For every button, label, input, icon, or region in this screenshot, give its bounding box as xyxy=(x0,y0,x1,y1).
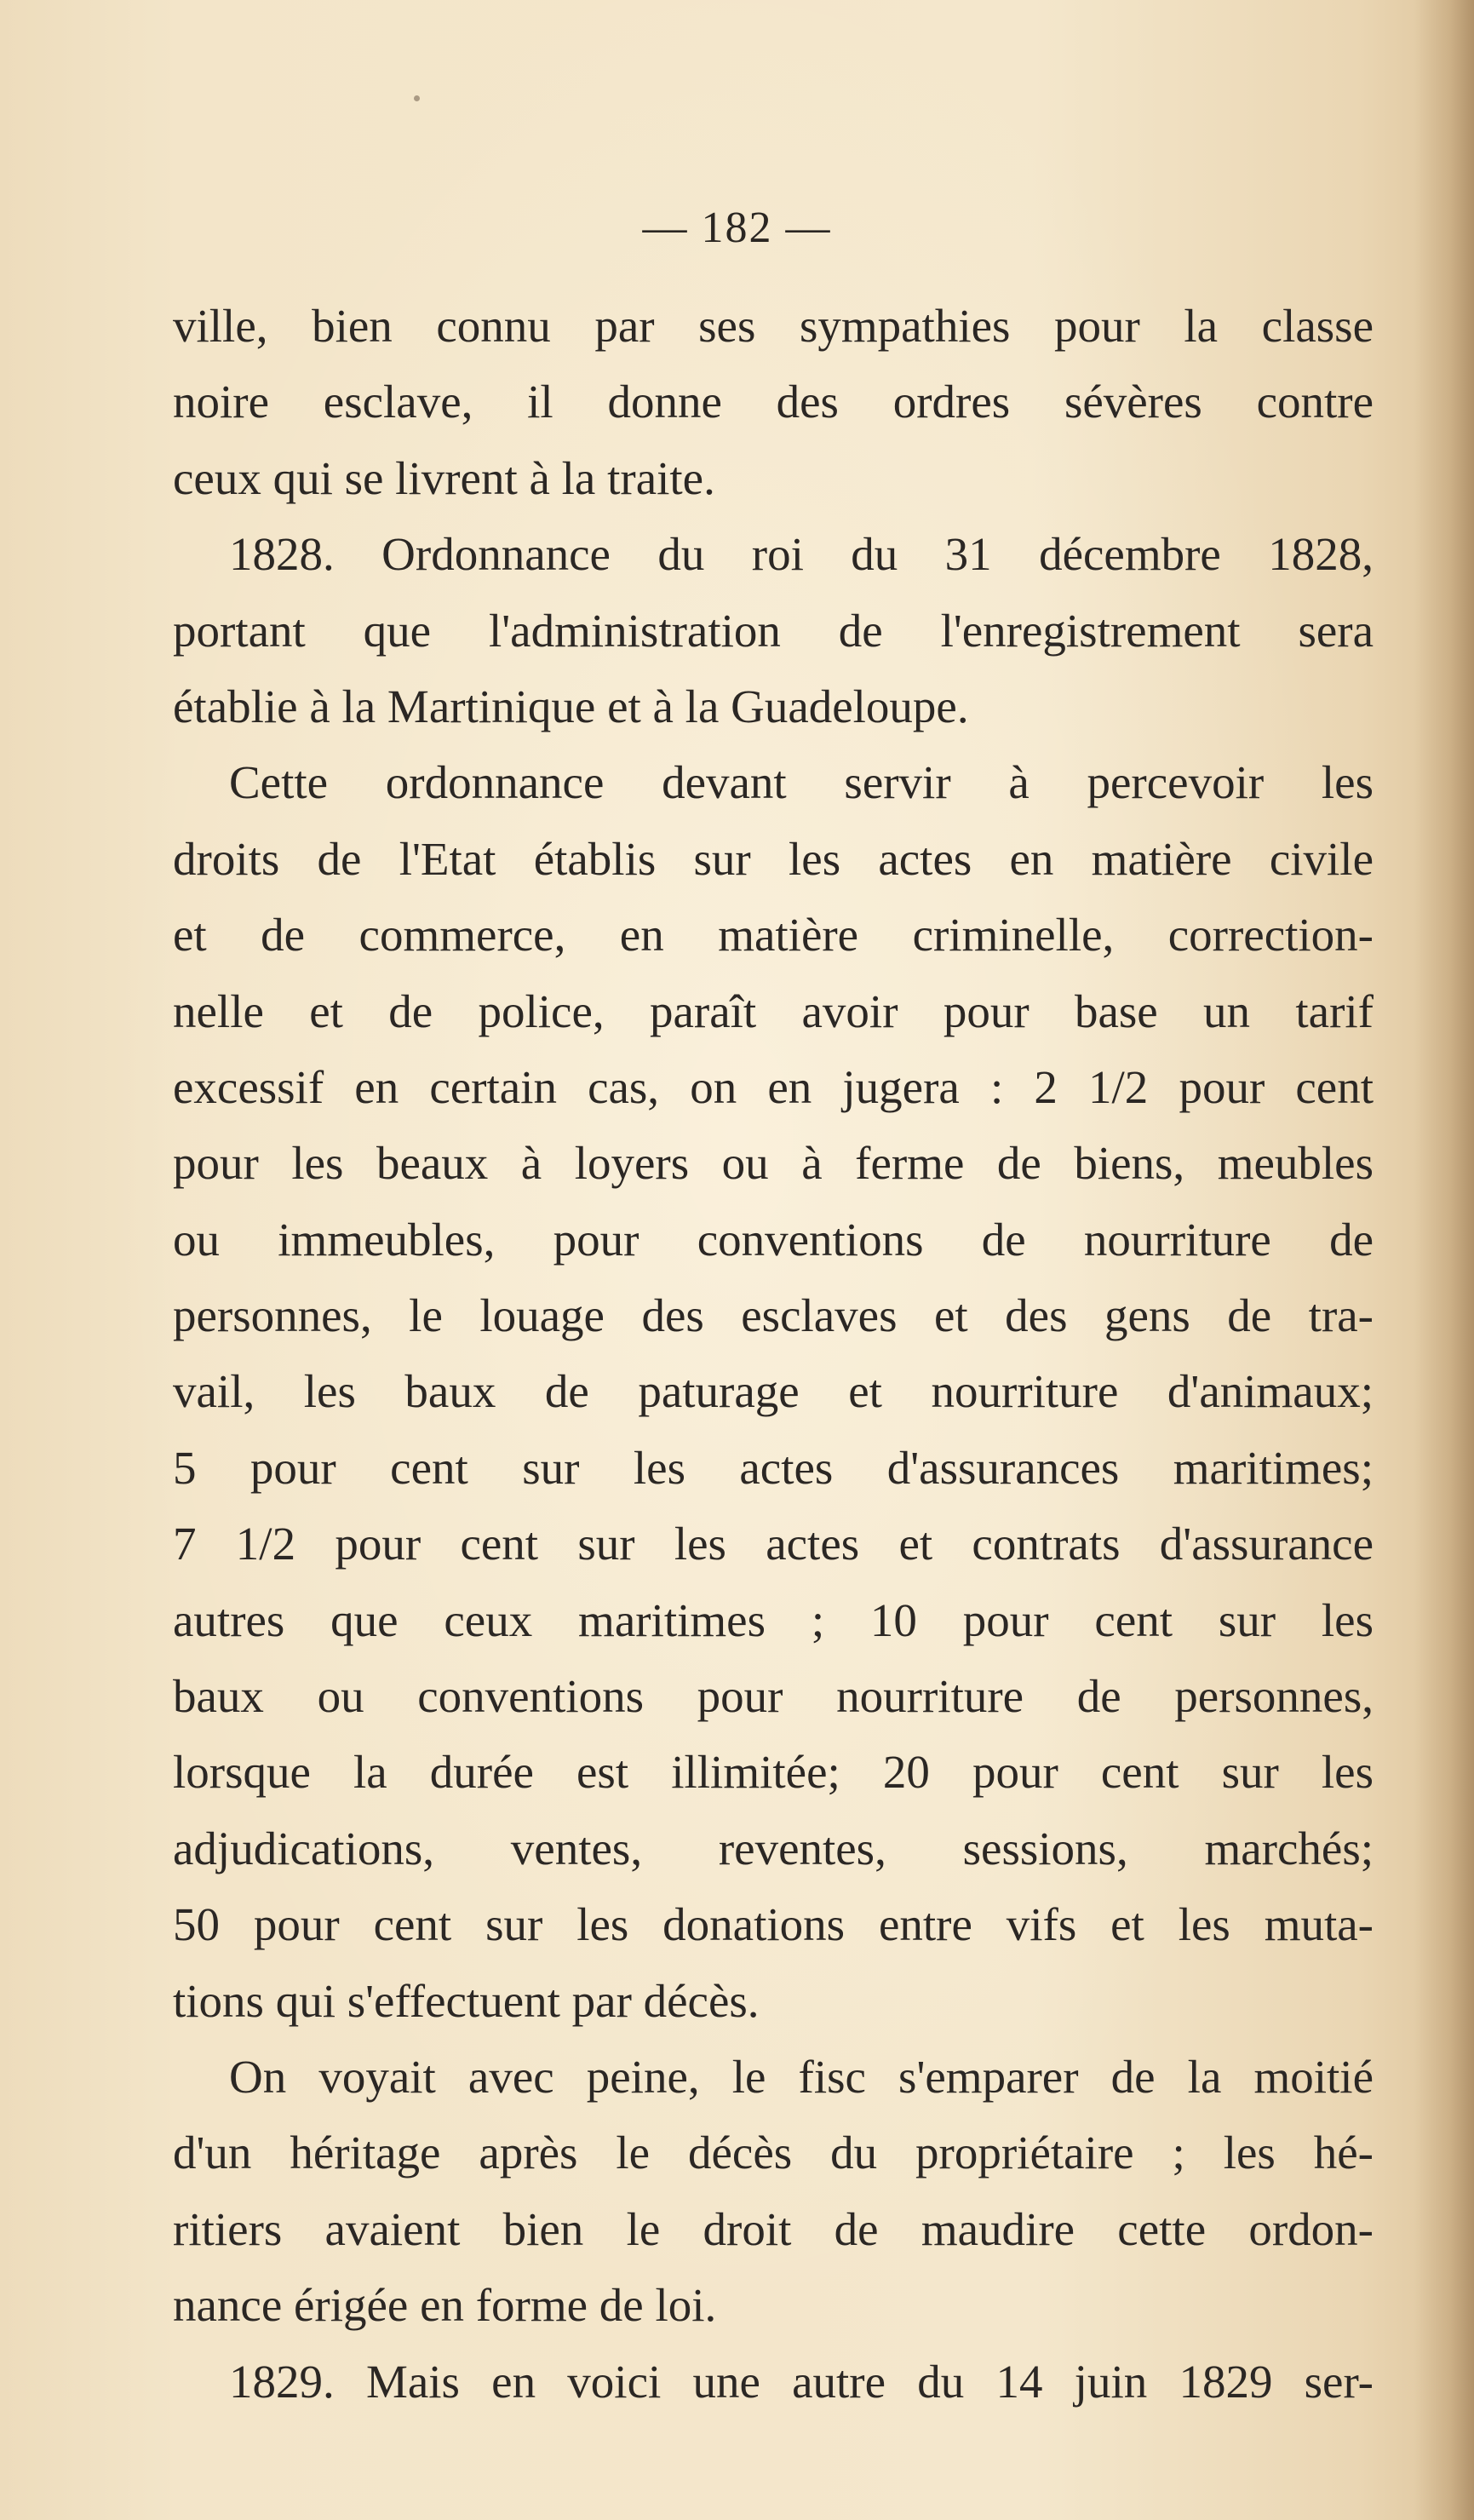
text-line: noire esclave, il donne des ordres sévères contre xyxy=(173,376,1374,428)
text-line: 1828. Ordonnance du roi du 31 décembre 1828, xyxy=(229,528,1374,581)
text-line: lorsque la durée est illimitée; 20 pour cent sur les xyxy=(173,1746,1374,1799)
text-line: nelle et de police, paraît avoir pour base un tarif xyxy=(173,984,1374,1037)
text-line: 50 pour cent sur les donations entre vifs et les muta- xyxy=(173,1898,1374,1951)
text-line: adjudications, ventes, reventes, sessions, marchés; xyxy=(173,1822,1374,1874)
text-line: On voyait avec peine, le fisc s'emparer de la moitié xyxy=(229,2050,1374,2103)
text-line: ou immeubles, pour conventions de nourriture de xyxy=(173,1213,1374,1266)
text-line: nance érigée en forme de loi. xyxy=(173,2279,717,2332)
text-line: personnes, le louage des esclaves et des gens de tra- xyxy=(173,1289,1374,1342)
text-line: et de commerce, en matière criminelle, correction- xyxy=(173,909,1374,962)
text-line: pour les beaux à loyers ou à ferme de biens, meubles xyxy=(173,1137,1374,1190)
text-line: autres que ceux maritimes ; 10 pour cent sur les xyxy=(173,1593,1374,1646)
page-number: — 182 — xyxy=(642,204,832,252)
body-text xyxy=(173,288,1374,2420)
text-line: 1829. Mais en voici une autre du 14 juin 1829 ser- xyxy=(229,2355,1374,2408)
text-line: ville, bien connu par ses sympathies pour la classe xyxy=(173,300,1374,352)
text-line: tions qui s'effectuent par décès. xyxy=(173,1974,760,2027)
paper-speck xyxy=(414,95,420,101)
text-line: ritiers avaient bien le droit de maudire cette ordon- xyxy=(173,2202,1374,2255)
text-line: excessif en certain cas, on en jugera : 2 1/2 pour cent xyxy=(173,1060,1374,1113)
text-line: baux ou conventions pour nourriture de personnes, xyxy=(173,1670,1374,1723)
text-line: d'un héritage après le décès du propriétaire ; les hé- xyxy=(173,2127,1374,2179)
text-line: droits de l'Etat établis sur les actes en matière civile xyxy=(173,832,1374,885)
text-line: portant que l'administration de l'enregistrement sera xyxy=(173,604,1374,657)
text-line: établie à la Martinique et à la Guadeloupe. xyxy=(173,680,969,732)
text-line: ceux qui se livrent à la traite. xyxy=(173,451,715,504)
text-line: 5 pour cent sur les actes d'assurances maritimes; xyxy=(173,1441,1374,1494)
page-edge-shadow xyxy=(1414,0,1474,2520)
text-line: vail, les baux de paturage et nourriture d'animaux; xyxy=(173,1365,1374,1418)
text-line: Cette ordonnance devant servir à percevoir les xyxy=(229,756,1374,809)
text-line: 7 1/2 pour cent sur les actes et contrats d'assurance xyxy=(173,1518,1374,1570)
